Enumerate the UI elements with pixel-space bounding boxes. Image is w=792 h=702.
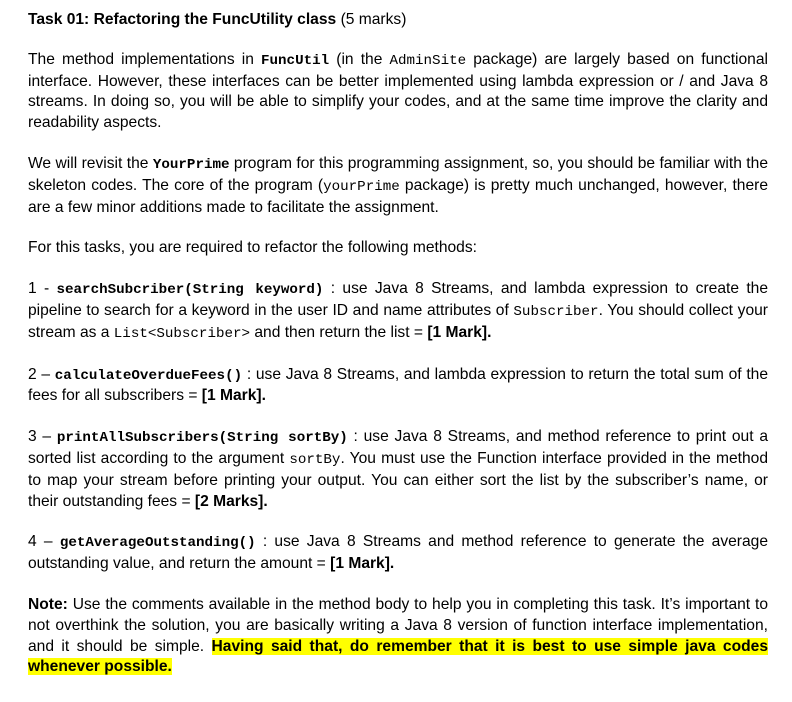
note-highlight: Having said that, do remember that it is best to use simple java codes whenever possible.: [28, 637, 768, 676]
method-signature: calculateOverdueFees(): [54, 367, 243, 384]
item-number: 2 –: [28, 365, 55, 383]
intro-code-funcutil: FuncUtil: [261, 52, 330, 69]
revisit-text-1: We will revisit the: [28, 154, 153, 172]
revisit-text-2: program for this programming assignment, so, you should be familiar with the skeleton codes. The core of the program (: [28, 154, 768, 194]
item-number: 4 –: [28, 533, 60, 551]
item-text-1: : use Java 8 Streams, and method reference to print out a sorted list according to the argument: [28, 428, 768, 467]
item-text-1: : use Java 8 Streams and method reference to generate the average outstanding value, and return the amount =: [28, 533, 769, 573]
intro-code-adminsite: AdminSite: [389, 52, 467, 69]
tasks-intro-paragraph: For this tasks, you are required to refactor the following methods:: [28, 239, 477, 257]
item-marks: [2 Marks].: [194, 492, 268, 510]
method-signature: getAverageOutstanding(): [59, 535, 256, 552]
item-number: 3 –: [28, 428, 57, 446]
item-marks: [1 Mark].: [201, 387, 266, 405]
task-item-3: [28, 427, 768, 512]
task-title: [28, 10, 768, 31]
note-paragraph: [28, 595, 768, 678]
intro-text-3: package) are largely based on functional interface. However, these interfaces can be better implemented using lambda expression or / and Java 8 streams. In doing so, you will be able to simplify your codes, and at the same time improve the clarity and readability aspects.: [28, 50, 768, 132]
method-signature: printAllSubscribers(String sortBy): [56, 430, 348, 447]
item-code-subscriber: Subscriber: [513, 303, 599, 320]
task-title-text: Task 01: Refactoring the FuncUtility class: [28, 11, 337, 28]
item-number: 1 -: [28, 280, 57, 298]
revisit-text-3: package) is pretty much unchanged, however, there are a few minor additions made to facilitate the assignment.: [28, 176, 768, 216]
item-code-list: List<Subscriber>: [113, 325, 251, 342]
task-item-4: [28, 532, 768, 575]
item-marks: [1 Mark].: [330, 555, 395, 573]
task-item-2: [28, 365, 768, 408]
note-text: Use the comments available in the method body to help you in completing this task. It’s important to not overthink the solution, you are basically writing a Java 8 version of function interface implementation, and it should be simple.: [28, 595, 768, 655]
item-text-2: . You should collect your stream as a: [28, 301, 768, 341]
item-text-1: : use Java 8 Streams, and lambda expression to create the pipeline to search for a keyword in the user ID and name attributes of: [28, 280, 769, 319]
revisit-paragraph: [28, 154, 768, 218]
method-signature: searchSubcriber(String keyword): [56, 282, 324, 299]
item-text-3: and then return the list =: [250, 323, 428, 341]
item-text-1: : use Java 8 Streams, and lambda expression to return the total sum of the fees for all subscribers =: [28, 365, 768, 405]
note-label: Note:: [28, 595, 68, 613]
item-text-2: . You must use the Function interface provided in the method to map your stream before printing your output. You can either sort the list by the subscriber’s name, or their outstanding fees =: [28, 449, 768, 510]
revisit-code-package: yourPrime: [323, 178, 400, 195]
task-title-marks: (5 marks): [340, 11, 407, 28]
intro-paragraph: [28, 50, 768, 134]
intro-text-1: The method implementations in: [28, 50, 262, 68]
revisit-code-yourprime: YourPrime: [152, 156, 230, 173]
intro-text-2: (in the: [329, 50, 390, 68]
item-code-sortby: sortBy: [289, 451, 341, 468]
task-item-1: [28, 279, 768, 344]
item-marks: [1 Mark].: [427, 323, 492, 341]
